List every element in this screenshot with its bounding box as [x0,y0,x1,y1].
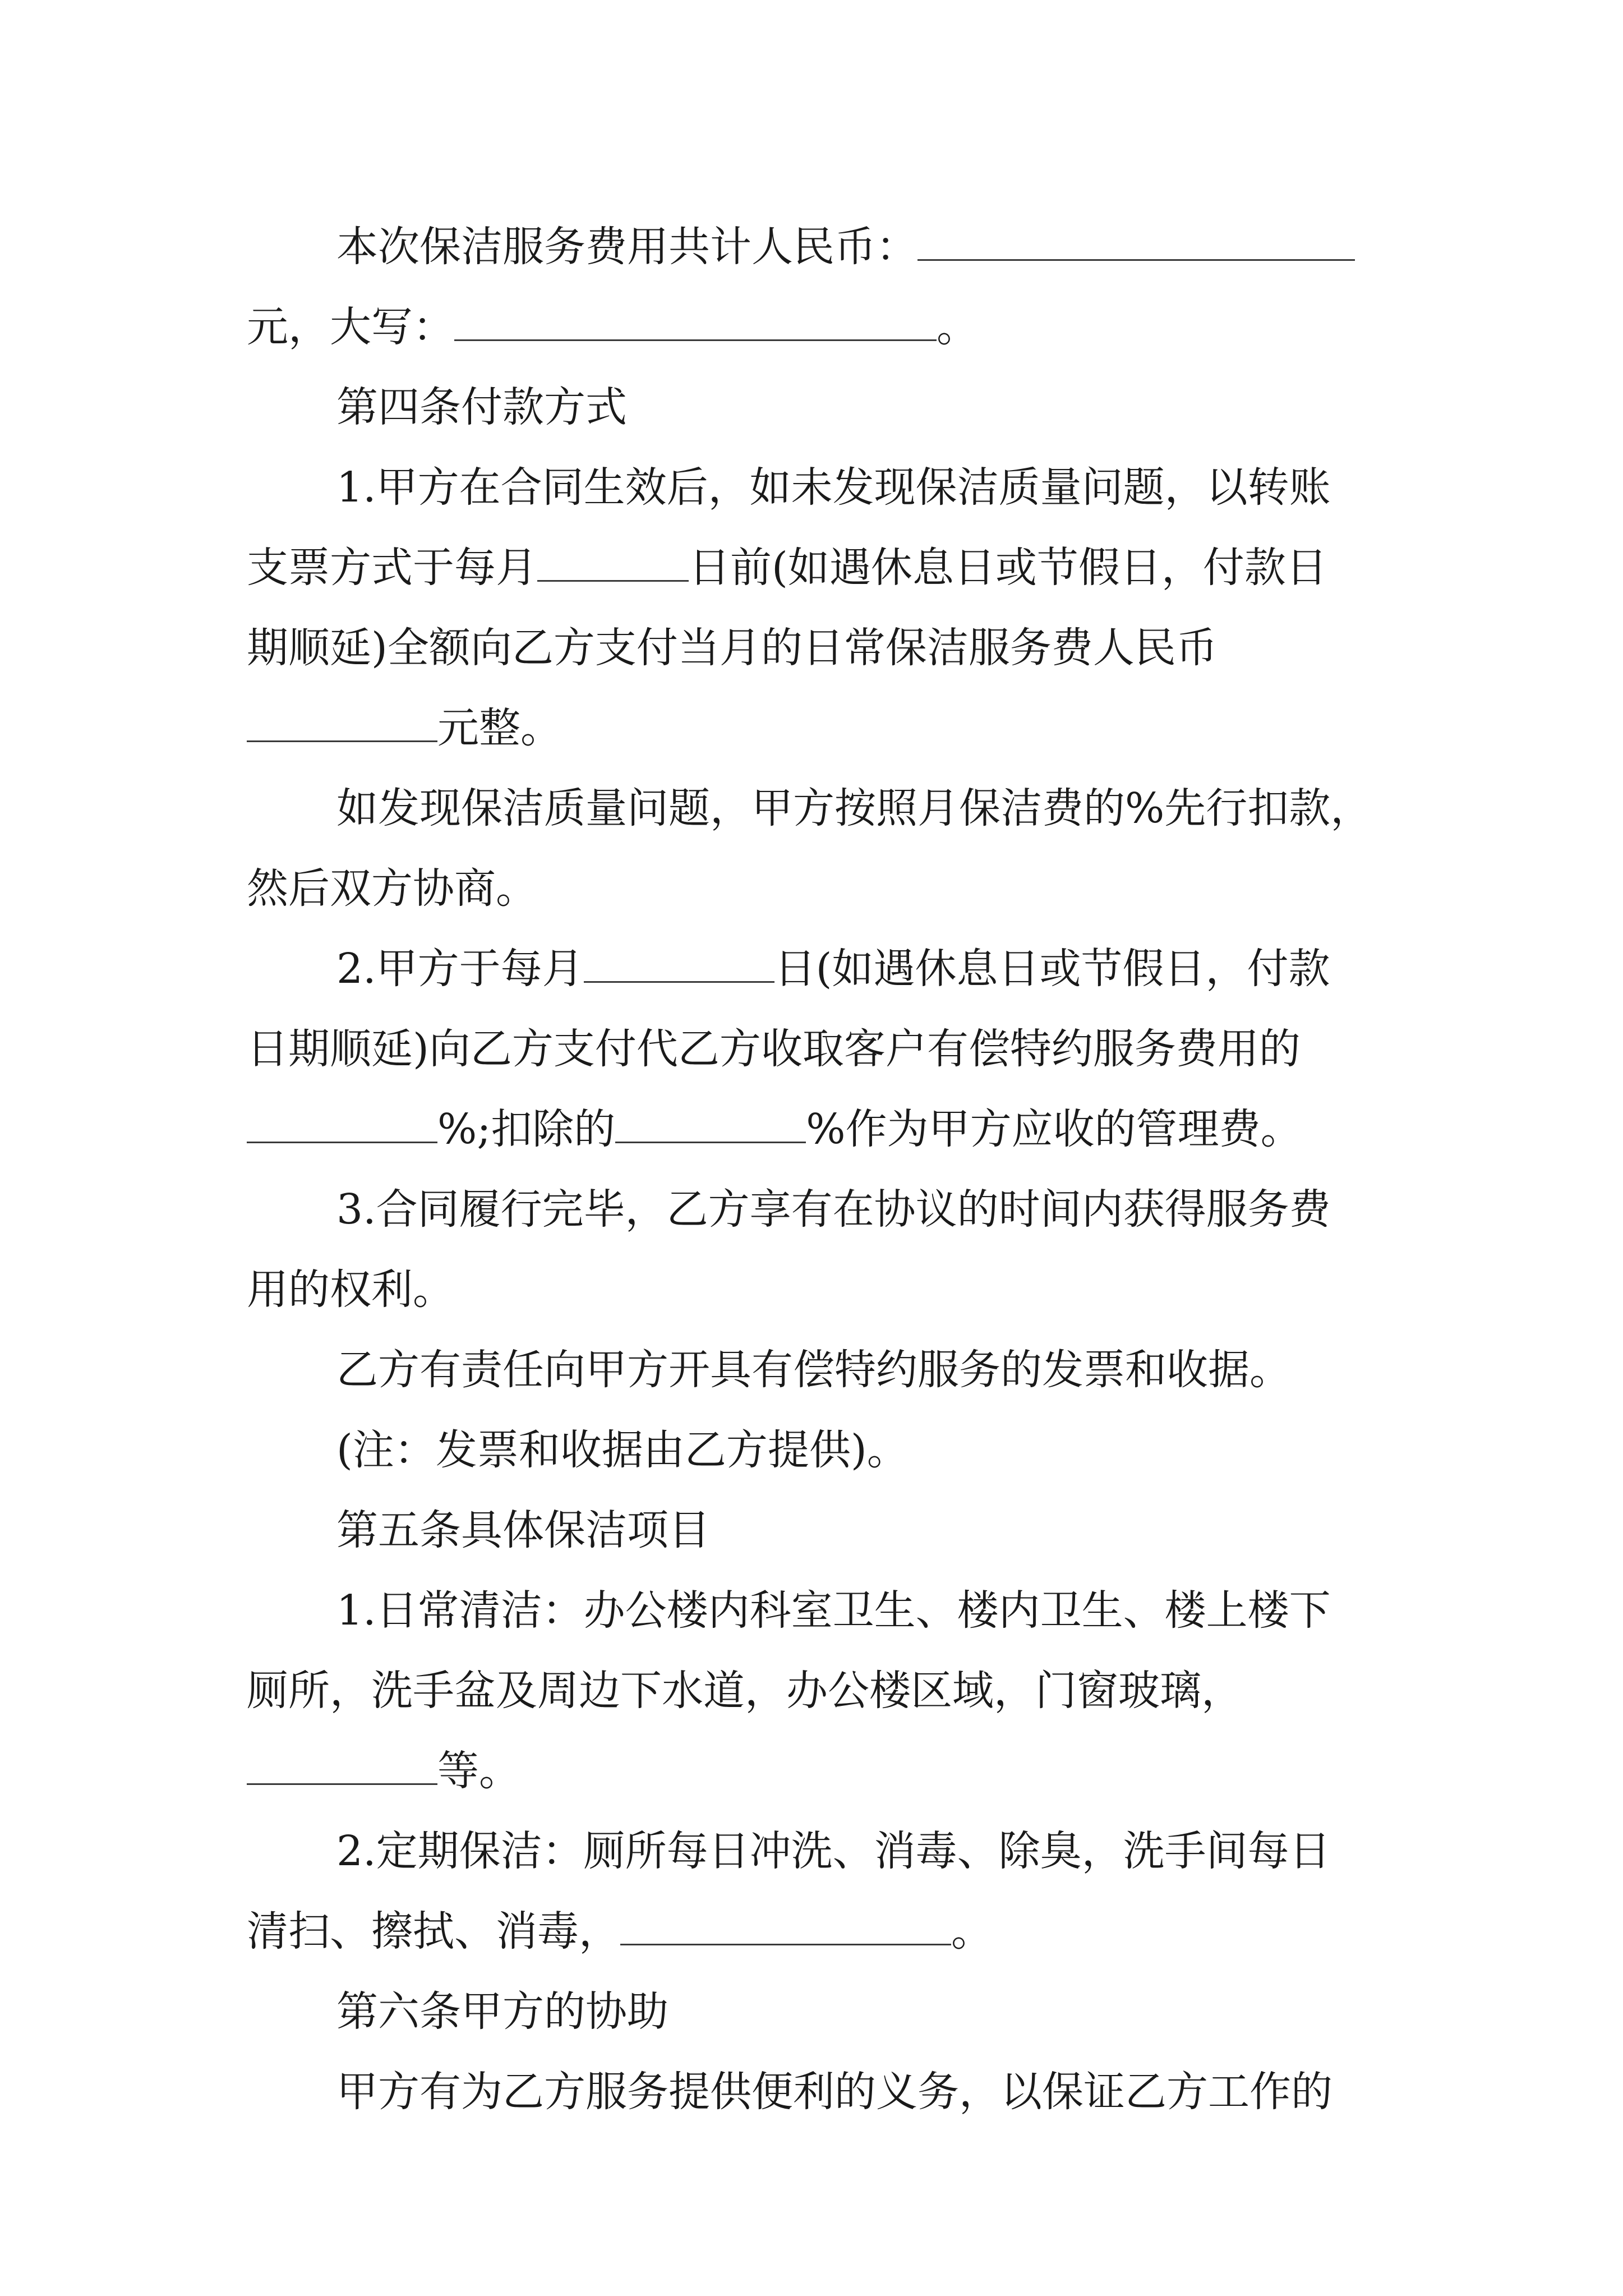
text-line [336,1812,1385,1890]
text-line [247,528,1385,607]
text-line [336,769,1385,848]
text-line [247,1090,1385,1168]
text-line [336,208,1385,286]
text-segment: 清扫、擦拭、消毒， [247,1907,620,1955]
text-segment: 第六条甲方的协助 [336,1987,668,2036]
text-segment: 乙方有责任向甲方开具有偿特约服务的发票和收据。 [336,1346,1291,1394]
text-segment: 第五条具体保洁项目 [336,1506,710,1554]
fill-in-blank [917,226,1355,261]
fill-in-blank [247,707,437,742]
text-line [247,609,1385,687]
text-line [336,2053,1385,2131]
fill-in-blank [247,1108,437,1143]
text-segment: 用的权利。 [247,1266,454,1314]
text-segment: %作为甲方应收的管理费。 [806,1105,1302,1153]
text-segment: 日前(如遇休息日或节假日，付款日 [689,544,1327,592]
text-segment: (注：发票和收据由乙方提供)。 [336,1426,909,1474]
text-segment: 日期顺延)向乙方支付代乙方收取客户有偿特约服务费用的 [247,1025,1301,1073]
text-line [336,1170,1385,1249]
text-line [336,1331,1385,1409]
text-segment: 1.日常清洁：办公楼内科室卫生、楼内卫生、楼上楼下 [336,1586,1331,1635]
text-line [247,1732,1385,1810]
fill-in-blank [584,947,774,983]
text-segment: %;扣除的 [437,1105,616,1153]
text-line [336,930,1385,1008]
text-line [247,288,1385,366]
text-segment: 2.定期保洁：厕所每日冲洗、消毒、除臭，洗手间每日 [336,1827,1331,1875]
text-segment: 甲方有为乙方服务提供便利的义务，以保证乙方工作的 [336,2068,1332,2116]
text-segment: 如发现保洁质量问题，甲方按照月保洁费的%先行扣款， [336,784,1372,832]
text-segment: 然后双方协商。 [247,864,537,913]
text-segment: 。 [937,303,978,351]
fill-in-blank [247,1750,437,1785]
text-line [247,1892,1385,1971]
text-line [336,368,1385,447]
fill-in-blank [620,1910,951,1945]
text-line [336,448,1385,527]
text-segment: 期顺延)全额向乙方支付当月的日常保洁服务费人民币 [247,624,1218,672]
text-segment: 等。 [437,1747,520,1795]
text-line [336,1491,1385,1570]
fill-in-blank [615,1108,806,1143]
text-segment: 日(如遇休息日或节假日，付款 [774,945,1330,993]
text-line [336,1972,1385,2051]
text-line [247,1250,1385,1329]
text-line [247,1651,1385,1730]
text-line [247,689,1385,767]
text-segment: 1.甲方在合同生效后，如未发现保洁质量问题，以转账 [336,463,1331,512]
text-segment: 元整。 [437,704,562,752]
text-segment: 3.合同履行完毕，乙方享有在协议的时间内获得服务费 [336,1185,1331,1234]
text-line [336,1571,1385,1650]
text-segment: 。 [951,1907,993,1955]
text-line [247,849,1385,928]
text-segment: 本次保洁服务费用共计人民币： [336,223,917,271]
text-segment: 第四条付款方式 [336,383,627,431]
fill-in-blank [537,546,689,582]
text-line [336,1411,1385,1489]
text-segment: 支票方式于每月 [247,544,537,592]
fill-in-blank [454,306,937,341]
text-line [247,1010,1385,1088]
text-segment: 2.甲方于每月 [336,945,584,993]
text-segment: 厕所，洗手盆及周边下水道，办公楼区域，门窗玻璃， [247,1667,1243,1715]
text-segment: 元，大写： [247,303,454,351]
